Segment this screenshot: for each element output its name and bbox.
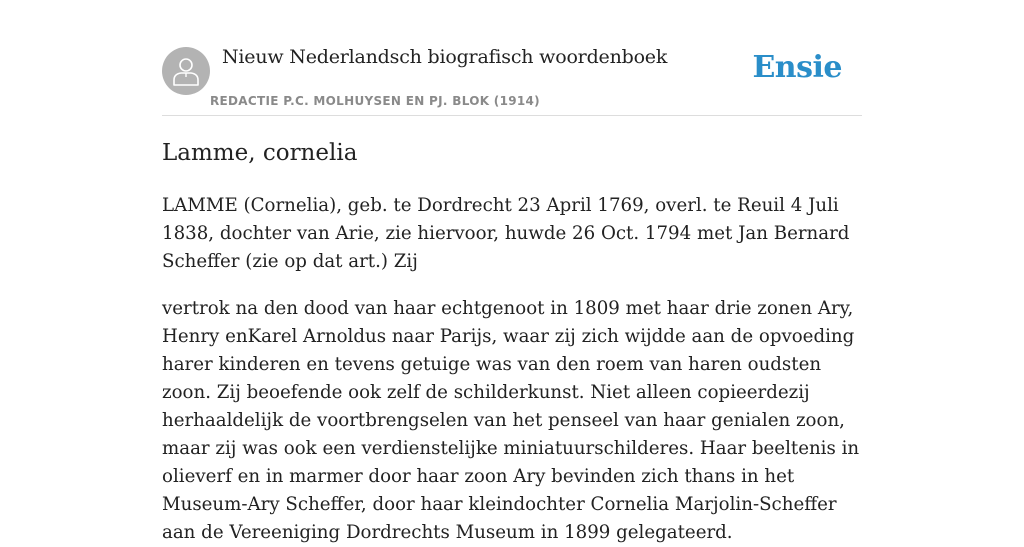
article-page (162, 0, 862, 543)
entry-title: Lamme, cornelia (162, 140, 358, 166)
ensie-logo[interactable]: Ensie (752, 50, 842, 85)
entry-paragraph-2: vertrok na den dood van haar echtgenoot in 1809 met haar drie zonen Ary, Henry enKarel Arnoldus naar Parijs, waar zij zich wijdde aan de opvoeding harer kinderen en tevens getuige was van den roem van haren oudsten zoon. Zij beoefende ook zelf de schilderkunst. Niet alleen copieerdezij herhaaldelijk de voortbrengselen van het penseel van haar genialen zoon, maar zij was ook een verdienstelijke miniatuurschilderes. Haar beeltenis in olieverf en in marmer door haar zoon Ary bevinden zich thans in het Museum-Ary Scheffer, door haar kleindochter Cornelia Marjolin-Scheffer aan de Vereeniging Dordrechts Museum in 1899 gelegateerd. (162, 298, 860, 543)
book-title[interactable]: Nieuw Nederlandsch biografisch woordenboek (222, 46, 668, 68)
book-header (162, 0, 862, 116)
entry-paragraph-1: LAMME (Cornelia), geb. te Dordrecht 23 April 1769, overl. te Reuil 4 Juli 1838, dochter van Arie, zie hiervoor, huwde 26 Oct. 1794 met Jan Bernard Scheffer (zie op dat art.) Zij (162, 195, 850, 272)
avatar[interactable] (162, 47, 210, 95)
book-editors: REDACTIE P.C. MOLHUYSEN EN PJ. BLOK (1914) (210, 94, 540, 108)
user-icon (172, 56, 200, 86)
